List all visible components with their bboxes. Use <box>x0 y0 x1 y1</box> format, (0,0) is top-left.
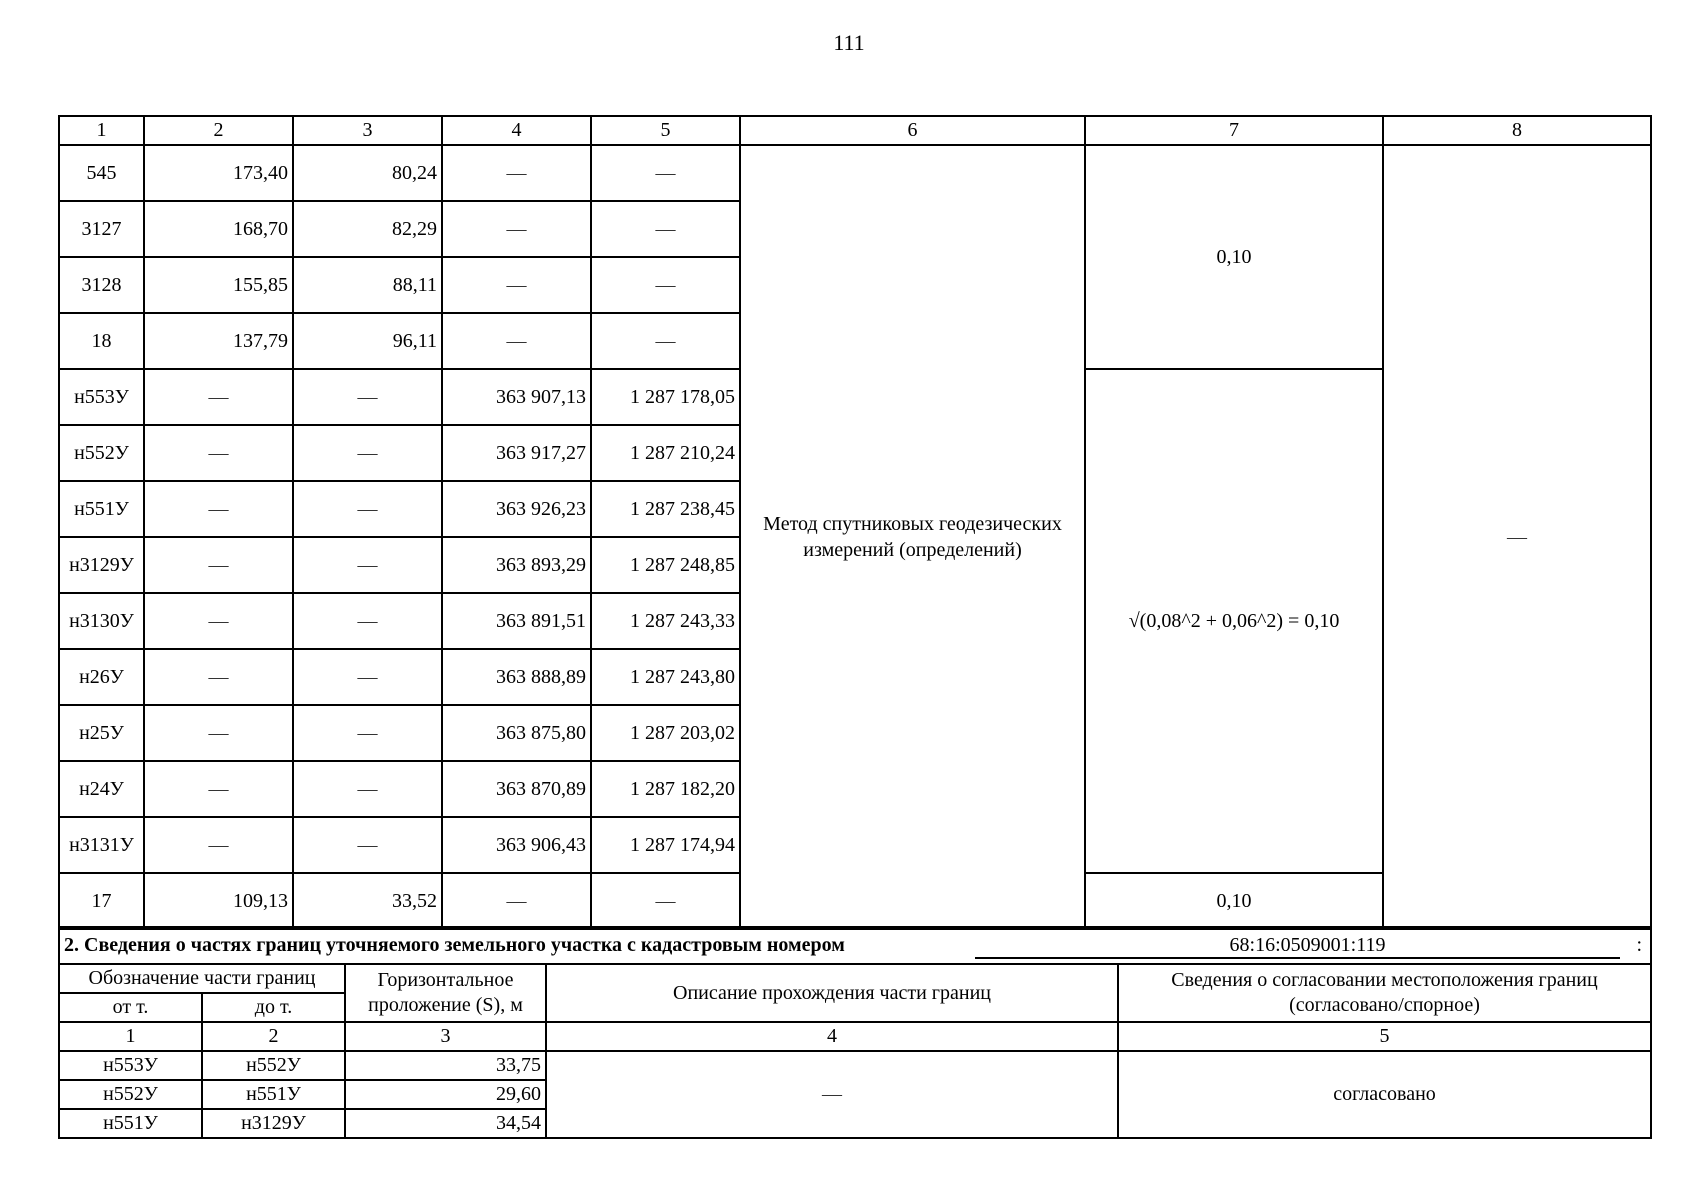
cell: — <box>591 313 740 369</box>
cell: 1 287 210,24 <box>591 425 740 481</box>
length: 29,60 <box>345 1080 546 1109</box>
from-point: н551У <box>59 1109 202 1138</box>
point-id: н3130У <box>59 593 144 649</box>
point-id: н25У <box>59 705 144 761</box>
colon: : <box>1636 934 1642 956</box>
cell: 1 287 203,02 <box>591 705 740 761</box>
point-id: н3129У <box>59 537 144 593</box>
cell: 1 287 182,20 <box>591 761 740 817</box>
point-id: н3131У <box>59 817 144 873</box>
page-number: 111 <box>833 30 865 55</box>
cell: — <box>293 817 442 873</box>
agree-cell: согласовано <box>1118 1051 1651 1138</box>
point-id: 18 <box>59 313 144 369</box>
cell: — <box>591 145 740 201</box>
length: 33,75 <box>345 1051 546 1080</box>
header-length: Горизонтальное проложение (S), м <box>345 964 546 1022</box>
col-header: 8 <box>1383 116 1651 145</box>
cell: — <box>144 761 293 817</box>
cell: 1 287 174,94 <box>591 817 740 873</box>
cell: — <box>293 369 442 425</box>
table-header-row <box>59 116 1651 145</box>
cell: — <box>144 705 293 761</box>
col-num: 4 <box>546 1022 1118 1051</box>
cell: — <box>591 257 740 313</box>
point-id: н26У <box>59 649 144 705</box>
col-num: 3 <box>345 1022 546 1051</box>
col-header: 5 <box>591 116 740 145</box>
to-point: н3129У <box>202 1109 345 1138</box>
cell: 1 287 243,80 <box>591 649 740 705</box>
cell: 33,52 <box>293 873 442 929</box>
cadastral-number: 68:16:0509001:119 <box>1229 934 1386 956</box>
point-id: 545 <box>59 145 144 201</box>
cell: 363 917,27 <box>442 425 591 481</box>
cell: 1 287 178,05 <box>591 369 740 425</box>
col-num: 1 <box>59 1022 202 1051</box>
header-desc: Описание прохождения части границ <box>546 964 1118 1022</box>
header-part: Обозначение части границ <box>59 964 345 993</box>
length: 34,54 <box>345 1109 546 1138</box>
cell: — <box>293 537 442 593</box>
table-row <box>59 145 1651 201</box>
cell: 1 287 238,45 <box>591 481 740 537</box>
cell: — <box>442 313 591 369</box>
cell: 1 287 248,85 <box>591 537 740 593</box>
cell: 363 891,51 <box>442 593 591 649</box>
from-point: н552У <box>59 1080 202 1109</box>
header-agree: Сведения о согласовании местоположения границ (согласовано/спорное) <box>1118 964 1651 1022</box>
underline <box>975 957 1620 959</box>
cell: — <box>144 817 293 873</box>
accuracy-bottom: 0,10 <box>1085 873 1383 929</box>
cell: — <box>442 873 591 929</box>
cell: 80,24 <box>293 145 442 201</box>
cell: 363 888,89 <box>442 649 591 705</box>
cell: — <box>293 425 442 481</box>
cell: 363 870,89 <box>442 761 591 817</box>
cell: 88,11 <box>293 257 442 313</box>
cell: — <box>442 145 591 201</box>
cell: 173,40 <box>144 145 293 201</box>
cell: 168,70 <box>144 201 293 257</box>
cell: 96,11 <box>293 313 442 369</box>
cell: — <box>293 649 442 705</box>
cell: — <box>591 873 740 929</box>
cell: 363 907,13 <box>442 369 591 425</box>
point-id: 3128 <box>59 257 144 313</box>
cell: — <box>144 425 293 481</box>
accuracy-top: 0,10 <box>1085 145 1383 369</box>
point-id: н24У <box>59 761 144 817</box>
cell: — <box>144 369 293 425</box>
cell: — <box>293 593 442 649</box>
cell: — <box>144 481 293 537</box>
cell: 109,13 <box>144 873 293 929</box>
cell: 137,79 <box>144 313 293 369</box>
desc-cell: — <box>546 1051 1118 1138</box>
boundary-parts-table <box>58 963 1652 1139</box>
cell: — <box>144 537 293 593</box>
to-point: н551У <box>202 1080 345 1109</box>
method-cell: Метод спутниковых геодезических измерений (определений) <box>740 145 1085 929</box>
point-id: 17 <box>59 873 144 929</box>
from-point: н553У <box>59 1051 202 1080</box>
cell: — <box>144 593 293 649</box>
point-id: н553У <box>59 369 144 425</box>
col-header: 4 <box>442 116 591 145</box>
cell: — <box>293 761 442 817</box>
col-header: 3 <box>293 116 442 145</box>
section2-header <box>58 926 1652 965</box>
header-from: от т. <box>59 993 202 1022</box>
cadastral-number-cell <box>965 927 1651 964</box>
cell: 363 875,80 <box>442 705 591 761</box>
col-num: 2 <box>202 1022 345 1051</box>
col-header: 6 <box>740 116 1085 145</box>
cell: — <box>293 705 442 761</box>
cell: 363 893,29 <box>442 537 591 593</box>
cell: — <box>591 201 740 257</box>
cell: 1 287 243,33 <box>591 593 740 649</box>
cell: 363 926,23 <box>442 481 591 537</box>
cell: — <box>144 649 293 705</box>
cell: 155,85 <box>144 257 293 313</box>
header-to: до т. <box>202 993 345 1022</box>
cell: — <box>442 201 591 257</box>
col-header: 7 <box>1085 116 1383 145</box>
cell: 363 906,43 <box>442 817 591 873</box>
point-id: 3127 <box>59 201 144 257</box>
cell: — <box>442 257 591 313</box>
col-header: 2 <box>144 116 293 145</box>
section2-title: 2. Сведения о частях границ уточняемого земельного участка с кадастровым номером <box>59 927 965 964</box>
col-header: 1 <box>59 116 144 145</box>
points-table <box>58 115 1652 930</box>
cell: — <box>293 481 442 537</box>
cell: 82,29 <box>293 201 442 257</box>
point-id: н552У <box>59 425 144 481</box>
point-id: н551У <box>59 481 144 537</box>
table-row <box>59 1051 1651 1080</box>
col-num: 5 <box>1118 1022 1651 1051</box>
to-point: н552У <box>202 1051 345 1080</box>
col8-cell: — <box>1383 145 1651 929</box>
accuracy-middle: √(0,08^2 + 0,06^2) = 0,10 <box>1085 369 1383 873</box>
